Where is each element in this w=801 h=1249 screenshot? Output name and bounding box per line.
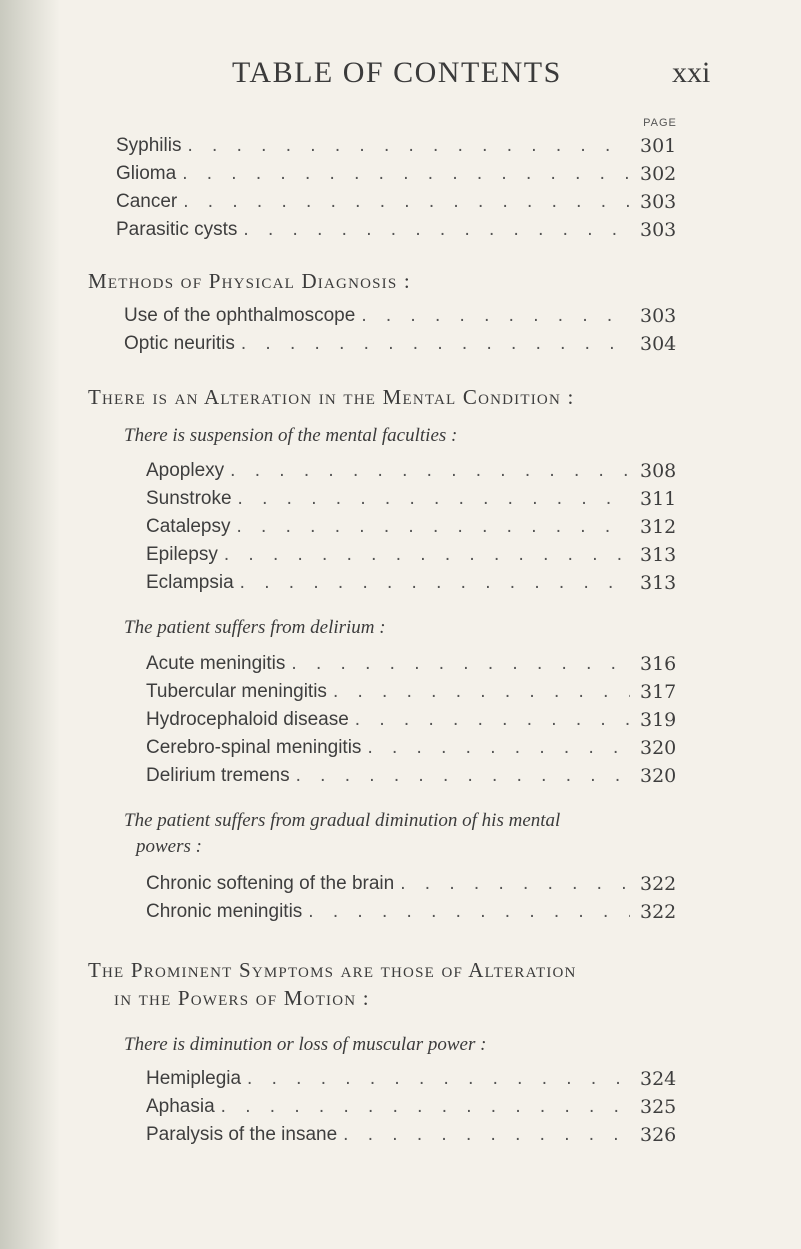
page-folio: xxi (672, 56, 711, 89)
entry-label: Sunstroke (146, 488, 232, 509)
entry-label: Chronic softening of the brain (146, 873, 395, 894)
page-edge-shadow (0, 0, 60, 1249)
entry-page: 319 (640, 709, 677, 731)
entry-page: 303 (640, 191, 677, 213)
toc-entry (146, 488, 636, 518)
leader-dots (238, 488, 630, 510)
subsection-heading: There is diminution or loss of muscular power : (124, 1034, 487, 1055)
entry-label: Hydrocephaloid disease (146, 709, 349, 730)
entry-page: 312 (640, 516, 677, 538)
leader-dots (230, 460, 630, 482)
subsection-heading: There is suspension of the mental faculties : (124, 425, 458, 446)
toc-entry (124, 305, 636, 335)
entry-label: Hemiplegia (146, 1068, 242, 1089)
entry-label: Syphilis (116, 135, 182, 156)
leader-dots (237, 516, 631, 538)
entry-page: 303 (640, 305, 677, 327)
entry-page: 311 (640, 488, 677, 510)
leader-dots (355, 709, 630, 731)
leader-dots (183, 191, 630, 213)
entry-page: 301 (640, 135, 677, 157)
running-title: TABLE OF CONTENTS (232, 56, 562, 89)
entry-label: Use of the ophthalmoscope (124, 305, 356, 326)
entry-label: Glioma (116, 163, 177, 184)
leader-dots (221, 1096, 630, 1118)
entry-label: Cerebro-spinal meningitis (146, 737, 362, 758)
toc-entry (146, 873, 636, 903)
leader-dots (187, 135, 630, 157)
entry-page: 313 (640, 572, 677, 594)
leader-dots (240, 572, 630, 594)
entry-page: 303 (640, 219, 677, 241)
toc-entry (146, 709, 636, 739)
leader-dots (343, 1124, 630, 1146)
entry-page: 322 (640, 901, 677, 923)
leader-dots (243, 219, 630, 241)
toc-entry (146, 653, 636, 683)
entry-page: 317 (640, 681, 677, 703)
leader-dots (247, 1068, 630, 1090)
entry-page: 326 (640, 1124, 677, 1146)
toc-entry (146, 1068, 636, 1098)
entry-page: 308 (640, 460, 677, 482)
entry-page: 302 (640, 163, 677, 185)
entry-label: Cancer (116, 191, 178, 212)
entry-label: Paralysis of the insane (146, 1124, 338, 1145)
toc-entry (124, 333, 636, 363)
toc-entry (146, 460, 636, 490)
entry-label: Delirium tremens (146, 765, 290, 786)
leader-dots (308, 901, 630, 923)
entry-label: Catalepsy (146, 516, 231, 537)
section-heading: There is an Alteration in the Mental Condition : (88, 385, 575, 409)
entry-label: Parasitic cysts (116, 219, 238, 240)
page-column-label: PAGE (643, 117, 677, 129)
entry-label: Acute meningitis (146, 653, 286, 674)
toc-entry (116, 191, 636, 221)
section-heading: Methods of Physical Diagnosis : (88, 269, 411, 293)
toc-entry (146, 1096, 636, 1126)
entry-page: 316 (640, 653, 677, 675)
toc-entry (146, 1124, 636, 1154)
toc-entry (116, 219, 636, 249)
toc-entry (116, 163, 636, 193)
subsection-heading-cont: powers : (136, 836, 202, 857)
leader-dots (241, 333, 630, 355)
toc-entry (146, 544, 636, 574)
toc-entry (146, 681, 636, 711)
subsection-heading: The patient suffers from gradual diminution of his mental (124, 810, 561, 831)
entry-page: 320 (640, 737, 677, 759)
subsection-heading: The patient suffers from delirium : (124, 617, 386, 638)
entry-page: 324 (640, 1068, 677, 1090)
leader-dots (291, 653, 630, 675)
entry-page: 313 (640, 544, 677, 566)
leader-dots (296, 765, 630, 787)
toc-entry (146, 901, 636, 931)
entry-label: Optic neuritis (124, 333, 235, 354)
entry-label: Tubercular meningitis (146, 681, 327, 702)
leader-dots (182, 163, 630, 185)
entry-label: Chronic meningitis (146, 901, 303, 922)
entry-page: 320 (640, 765, 677, 787)
entry-label: Eclampsia (146, 572, 234, 593)
leader-dots (224, 544, 630, 566)
entry-label: Epilepsy (146, 544, 218, 565)
entry-page: 304 (640, 333, 677, 355)
page-header (0, 56, 801, 96)
toc-entry (146, 737, 636, 767)
entry-label: Aphasia (146, 1096, 215, 1117)
section-heading: The Prominent Symptoms are those of Alteration (88, 958, 577, 982)
section-heading-cont: in the Powers of Motion : (114, 986, 370, 1010)
entry-page: 325 (640, 1096, 677, 1118)
toc-entry (146, 572, 636, 602)
entry-label: Apoplexy (146, 460, 225, 481)
toc-entry (146, 765, 636, 795)
leader-dots (367, 737, 630, 759)
toc-entry (116, 135, 636, 165)
leader-dots (361, 305, 630, 327)
toc-entry (146, 516, 636, 546)
leader-dots (333, 681, 630, 703)
leader-dots (400, 873, 630, 895)
entry-page: 322 (640, 873, 677, 895)
